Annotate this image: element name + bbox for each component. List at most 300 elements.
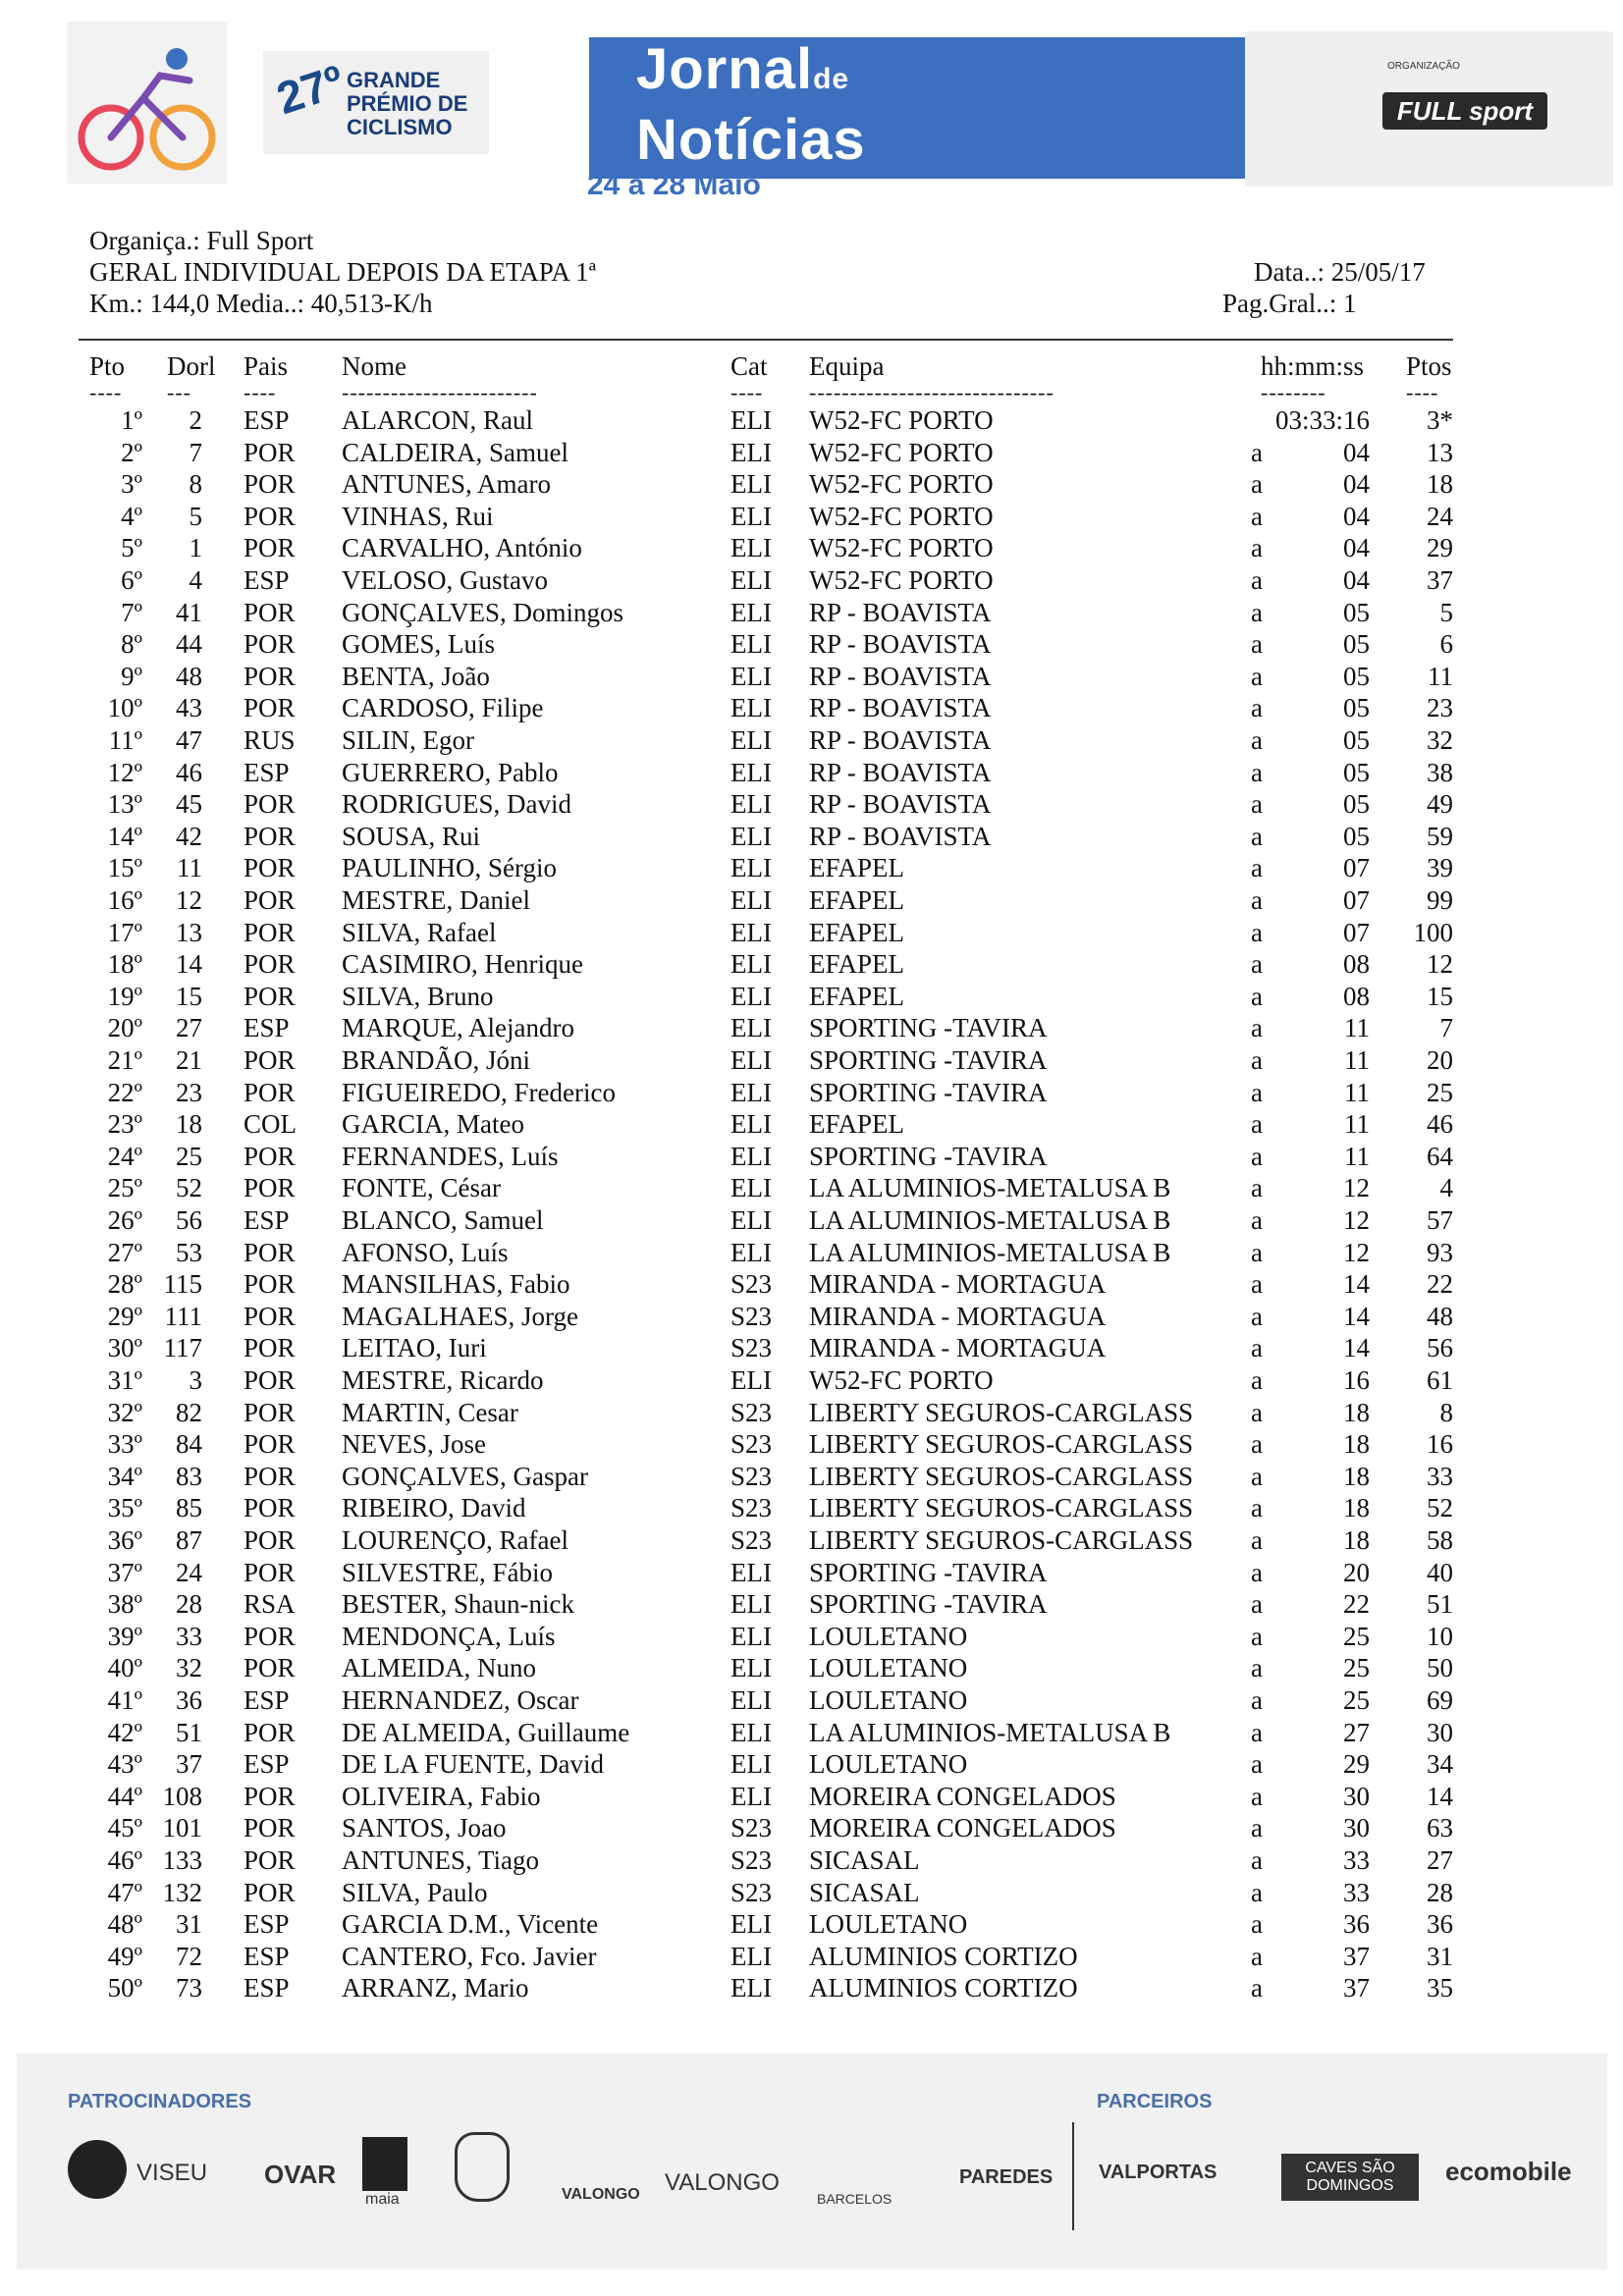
cell-ptos: 40 <box>1427 1557 1453 1587</box>
cell-pais: POR <box>243 789 296 820</box>
cell-nome: SILVA, Rafael <box>342 917 497 947</box>
cell-pais: POR <box>243 1429 296 1460</box>
header-underline: ---- <box>89 380 123 404</box>
cell-pais: POR <box>243 1653 296 1683</box>
cell-a: a <box>1251 1781 1263 1811</box>
sponsors-footer <box>17 2054 1607 2269</box>
cell-time: 11 <box>1344 1109 1370 1140</box>
cell-equipa: MOREIRA CONGELADOS <box>809 1813 1116 1843</box>
cell-pto: 7º <box>121 597 142 627</box>
cell-equipa: LOULETANO <box>809 1749 968 1780</box>
cell-dorl: 31 <box>176 1909 202 1940</box>
cell-a: a <box>1251 1045 1263 1075</box>
cell-dorl: 72 <box>176 1941 202 1971</box>
distance-speed-line: Km.: 144,0 Media..: 40,513-K/h <box>89 289 433 318</box>
table-row <box>0 1844 1623 1877</box>
table-row <box>0 948 1623 981</box>
cell-equipa: EFAPEL <box>809 949 905 980</box>
cell-a: a <box>1251 1845 1263 1875</box>
cell-pto: 37º <box>107 1557 142 1587</box>
cell-nome: BENTA, João <box>342 661 490 691</box>
cell-a: a <box>1251 661 1263 691</box>
cell-equipa: LA ALUMINIOS-METALUSA B <box>809 1205 1171 1235</box>
cell-a: a <box>1251 501 1263 531</box>
cell-cat: ELI <box>730 1909 772 1940</box>
table-row <box>0 917 1623 949</box>
cell-a: a <box>1251 1877 1263 1907</box>
cell-pto: 40º <box>107 1653 142 1683</box>
cell-equipa: LIBERTY SEGUROS-CARGLASS <box>809 1493 1194 1523</box>
cell-ptos: 33 <box>1427 1461 1453 1491</box>
sponsors-label: PATROCINADORES <box>68 2091 252 2112</box>
cell-ptos: 61 <box>1427 1365 1453 1395</box>
cell-pto: 27º <box>107 1237 142 1267</box>
cell-equipa: MOREIRA CONGELADOS <box>809 1781 1116 1811</box>
table-row <box>0 1397 1623 1429</box>
table-row <box>0 1141 1623 1173</box>
cell-equipa: RP - BOAVISTA <box>809 597 992 627</box>
cell-nome: GARCIA, Mateo <box>342 1109 524 1140</box>
table-row <box>0 1077 1623 1109</box>
table-row <box>0 757 1623 789</box>
event-dates: 24 a 28 Maio <box>587 169 761 201</box>
cell-a: a <box>1251 1397 1263 1427</box>
cell-time: 33 <box>1343 1877 1370 1907</box>
cell-dorl: 18 <box>176 1109 202 1140</box>
cell-pto: 49º <box>107 1941 142 1971</box>
cell-pto: 44º <box>107 1781 142 1811</box>
cell-ptos: 64 <box>1427 1141 1453 1171</box>
cell-cat: S23 <box>730 1461 773 1491</box>
cell-pto: 13º <box>107 789 142 820</box>
table-row <box>0 501 1623 533</box>
cell-pais: POR <box>243 1493 296 1523</box>
cell-dorl: 8 <box>189 469 202 500</box>
table-row <box>0 628 1623 661</box>
cell-nome: RODRIGUES, David <box>342 789 571 820</box>
cell-pto: 48º <box>107 1909 142 1940</box>
cell-time: 11 <box>1344 1013 1370 1043</box>
cell-time: 07 <box>1343 917 1370 947</box>
table-row <box>0 1972 1623 2004</box>
cell-pais: POR <box>243 1845 296 1875</box>
cell-pais: POR <box>243 1781 296 1811</box>
cell-ptos: 39 <box>1427 853 1453 883</box>
cell-nome: NEVES, Jose <box>342 1429 486 1460</box>
cell-pto: 32º <box>107 1397 142 1427</box>
table-row <box>0 1237 1623 1269</box>
cell-dorl: 44 <box>176 629 202 660</box>
cell-equipa: SPORTING -TAVIRA <box>809 1557 1048 1587</box>
cell-cat: ELI <box>730 1237 772 1267</box>
table-row <box>0 661 1623 693</box>
cell-nome: CALDEIRA, Samuel <box>342 437 568 467</box>
cell-pais: POR <box>243 821 296 851</box>
cell-cat: ELI <box>730 501 772 531</box>
cell-a: a <box>1251 629 1263 660</box>
cell-dorl: 87 <box>176 1525 202 1555</box>
cell-cat: ELI <box>730 597 772 627</box>
cell-pais: POR <box>243 1173 296 1203</box>
classification-title: GERAL INDIVIDUAL DEPOIS DA ETAPA 1ª <box>89 257 597 287</box>
gp-edition-number: 27º <box>270 54 351 125</box>
cell-cat: ELI <box>730 1685 772 1715</box>
cell-ptos: 69 <box>1427 1685 1453 1715</box>
cell-nome: SILIN, Egor <box>342 725 474 755</box>
col-header-dorl: Dorl <box>167 351 216 381</box>
cell-dorl: 117 <box>163 1333 202 1363</box>
newspaper-title-line: Jornal <box>636 37 814 101</box>
cell-dorl: 32 <box>176 1653 202 1683</box>
cell-cat: ELI <box>730 1717 772 1747</box>
cell-cat: ELI <box>730 725 772 755</box>
cell-time: 25 <box>1343 1621 1370 1651</box>
cell-pto: 11º <box>108 725 142 755</box>
header-underline: ------------------------------ <box>809 380 1055 404</box>
cell-time: 11 <box>1344 1077 1370 1107</box>
newspaper-title-line: Notícias <box>636 108 866 172</box>
cell-equipa: LIBERTY SEGUROS-CARGLASS <box>809 1429 1194 1460</box>
cell-cat: ELI <box>730 757 772 787</box>
cell-a: a <box>1251 1109 1263 1140</box>
cell-equipa: LOULETANO <box>809 1685 968 1715</box>
cell-time: 14 <box>1343 1333 1370 1363</box>
cell-ptos: 15 <box>1427 981 1453 1011</box>
cell-dorl: 33 <box>176 1621 202 1651</box>
cell-pto: 28º <box>107 1269 142 1300</box>
cell-nome: MENDONÇA, Luís <box>342 1621 556 1651</box>
cell-ptos: 8 <box>1439 1397 1453 1427</box>
cell-dorl: 51 <box>176 1717 202 1747</box>
cell-nome: ALMEIDA, Nuno <box>342 1653 536 1683</box>
cell-ptos: 10 <box>1427 1621 1453 1651</box>
col-header-cat: Cat <box>730 351 768 381</box>
cell-pto: 10º <box>107 693 142 723</box>
header-underline: -------- <box>1261 380 1326 404</box>
cell-cat: ELI <box>730 661 772 691</box>
cell-ptos: 18 <box>1427 469 1453 500</box>
cell-pais: POR <box>243 949 296 980</box>
sponsor-logo: VISEU <box>136 2160 208 2186</box>
cell-time: 16 <box>1343 1365 1370 1395</box>
cell-nome: FIGUEIREDO, Frederico <box>342 1077 616 1107</box>
cell-a: a <box>1251 757 1263 787</box>
cell-a: a <box>1251 1077 1263 1107</box>
cell-pais: POR <box>243 1077 296 1107</box>
col-header-equipa: Equipa <box>809 351 885 381</box>
cell-pais: POR <box>243 1301 296 1331</box>
cell-time: 05 <box>1343 757 1370 787</box>
header-underline: ---- <box>243 380 277 404</box>
cell-ptos: 52 <box>1427 1493 1453 1523</box>
cell-pais: POR <box>243 1461 296 1491</box>
table-row <box>0 1012 1623 1044</box>
cell-ptos: 57 <box>1427 1205 1453 1235</box>
cell-nome: BESTER, Shaun-nick <box>342 1589 574 1620</box>
cell-dorl: 133 <box>162 1845 202 1875</box>
cell-time: 05 <box>1343 725 1370 755</box>
cell-time: 04 <box>1343 565 1370 595</box>
cell-nome: ANTUNES, Amaro <box>342 469 551 500</box>
cell-nome: SANTOS, Joao <box>342 1813 507 1843</box>
cell-dorl: 101 <box>162 1813 202 1843</box>
cell-nome: AFONSO, Luís <box>342 1237 509 1267</box>
cell-time: 29 <box>1343 1749 1370 1780</box>
cell-nome: VINHAS, Rui <box>342 501 494 531</box>
cell-cat: S23 <box>730 1429 773 1460</box>
page-number: Pag.Gral..: 1 <box>1222 289 1357 318</box>
cell-pto: 5º <box>121 533 142 563</box>
cell-equipa: SPORTING -TAVIRA <box>809 1077 1048 1107</box>
cell-pais: ESP <box>243 1749 290 1780</box>
cell-pto: 30º <box>107 1333 142 1363</box>
cell-ptos: 6 <box>1439 629 1453 660</box>
cell-pto: 23º <box>107 1109 142 1140</box>
cell-ptos: 56 <box>1427 1333 1453 1363</box>
cell-pais: POR <box>243 693 296 723</box>
cell-equipa: LOULETANO <box>809 1621 968 1651</box>
cell-ptos: 99 <box>1427 885 1453 915</box>
cell-ptos: 12 <box>1427 949 1453 980</box>
table-row <box>0 821 1623 853</box>
cell-equipa: RP - BOAVISTA <box>809 693 992 723</box>
cell-pais: POR <box>243 1621 296 1651</box>
cell-cat: ELI <box>730 405 772 435</box>
cell-cat: ELI <box>730 1013 772 1043</box>
cell-dorl: 46 <box>176 757 202 787</box>
cell-pto: 2º <box>121 437 142 467</box>
viseu-crest-icon <box>68 2140 127 2199</box>
cell-pais: ESP <box>243 405 290 435</box>
cell-pais: POR <box>243 469 296 500</box>
cell-dorl: 7 <box>189 437 202 467</box>
cell-a: a <box>1251 1269 1263 1300</box>
cell-dorl: 47 <box>176 725 202 755</box>
table-row <box>0 1941 1623 1973</box>
cell-equipa: MIRANDA - MORTAGUA <box>809 1269 1107 1300</box>
cell-pais: POR <box>243 597 296 627</box>
cell-nome: MAGALHAES, Jorge <box>342 1301 578 1331</box>
cell-a: a <box>1251 917 1263 947</box>
gp-title-line: GRANDE <box>347 68 441 92</box>
cell-equipa: RP - BOAVISTA <box>809 757 992 787</box>
cell-a: a <box>1251 725 1263 755</box>
cell-a: a <box>1251 1653 1263 1683</box>
cell-equipa: LOULETANO <box>809 1653 968 1683</box>
cell-pais: POR <box>243 1141 296 1171</box>
cell-ptos: 32 <box>1427 725 1453 755</box>
cell-dorl: 52 <box>176 1173 202 1203</box>
cell-cat: ELI <box>730 1173 772 1203</box>
cell-nome: CASIMIRO, Henrique <box>342 949 583 980</box>
cell-nome: BRANDÃO, Jóni <box>342 1045 531 1075</box>
cell-pais: POR <box>243 1813 296 1843</box>
cell-time: 08 <box>1343 949 1370 980</box>
cell-time: 12 <box>1343 1237 1370 1267</box>
cell-ptos: 100 <box>1413 917 1453 947</box>
cell-dorl: 56 <box>176 1205 202 1235</box>
table-row <box>0 1492 1623 1524</box>
cell-time: 37 <box>1343 1941 1370 1971</box>
cell-pais: POR <box>243 629 296 660</box>
cell-cat: ELI <box>730 1973 772 2003</box>
cell-cat: S23 <box>730 1813 773 1843</box>
cell-cat: ELI <box>730 1109 772 1140</box>
cell-cat: ELI <box>730 469 772 500</box>
gp-title <box>347 69 467 139</box>
cell-a: a <box>1251 853 1263 883</box>
table-row <box>0 692 1623 724</box>
cell-ptos: 51 <box>1427 1589 1453 1620</box>
partner-logo: CAVES SÃO DOMINGOS <box>1281 2154 1419 2201</box>
cell-pto: 34º <box>107 1461 142 1491</box>
sponsor-logo: VALONGO <box>665 2169 780 2196</box>
cell-time: 12 <box>1343 1173 1370 1203</box>
cell-cat: ELI <box>730 1589 772 1620</box>
cell-time: 05 <box>1343 597 1370 627</box>
cell-pais: POR <box>243 1717 296 1747</box>
cell-nome: RIBEIRO, David <box>342 1493 526 1523</box>
cell-nome: CARVALHO, António <box>342 533 582 563</box>
cell-cat: ELI <box>730 565 772 595</box>
cell-time: 30 <box>1343 1781 1370 1811</box>
table-row <box>0 788 1623 821</box>
cell-equipa: W52-FC PORTO <box>809 533 994 563</box>
cell-pais: POR <box>243 917 296 947</box>
cell-equipa: SICASAL <box>809 1845 920 1875</box>
cell-pto: 39º <box>107 1621 142 1651</box>
cell-nome: MARQUE, Alejandro <box>342 1013 574 1043</box>
cell-pto: 38º <box>107 1589 142 1620</box>
header-underline: ---- <box>730 380 764 404</box>
organizer-box <box>1245 31 1613 187</box>
cell-nome: LOURENÇO, Rafael <box>342 1525 568 1555</box>
cell-a: a <box>1251 1365 1263 1395</box>
cell-pto: 43º <box>107 1749 142 1780</box>
cell-equipa: LA ALUMINIOS-METALUSA B <box>809 1173 1171 1203</box>
cell-nome: SILVA, Paulo <box>342 1877 488 1907</box>
cell-equipa: RP - BOAVISTA <box>809 789 992 820</box>
cell-pto: 18º <box>107 949 142 980</box>
cell-ptos: 28 <box>1427 1877 1453 1907</box>
cell-ptos: 49 <box>1427 789 1453 820</box>
col-header-nome: Nome <box>342 351 406 381</box>
cell-a: a <box>1251 1493 1263 1523</box>
table-row <box>0 404 1623 437</box>
cell-equipa: EFAPEL <box>809 853 905 883</box>
cell-nome: CANTERO, Fco. Javier <box>342 1941 597 1971</box>
cell-dorl: 132 <box>162 1877 202 1907</box>
cell-pais: ESP <box>243 1685 290 1715</box>
cell-a: a <box>1251 1237 1263 1267</box>
cell-time: 11 <box>1344 1045 1370 1075</box>
cell-dorl: 4 <box>189 565 202 595</box>
cell-nome: GONÇALVES, Gaspar <box>342 1461 588 1491</box>
table-row <box>0 1461 1623 1493</box>
cell-dorl: 14 <box>176 949 202 980</box>
cell-pais: ESP <box>243 1973 290 2003</box>
cell-pto: 24º <box>107 1141 142 1171</box>
cell-a: a <box>1251 1685 1263 1715</box>
cell-dorl: 84 <box>176 1429 202 1460</box>
cell-pto: 47º <box>107 1877 142 1907</box>
col-header-ptos: Ptos <box>1406 351 1452 381</box>
cell-pto: 21º <box>107 1045 142 1075</box>
cell-nome: BLANCO, Samuel <box>342 1205 544 1235</box>
cell-pto: 33º <box>107 1429 142 1460</box>
table-row <box>0 564 1623 597</box>
table-row <box>0 1621 1623 1653</box>
cell-nome: ANTUNES, Tiago <box>342 1845 540 1875</box>
table-row <box>0 1364 1623 1397</box>
cell-nome: GOMES, Luís <box>342 629 496 660</box>
cell-nome: GONÇALVES, Domingos <box>342 597 624 627</box>
cell-nome: FONTE, César <box>342 1173 501 1203</box>
cell-cat: S23 <box>730 1877 773 1907</box>
cell-cat: ELI <box>730 917 772 947</box>
cell-dorl: 45 <box>176 789 202 820</box>
newspaper-banner <box>589 37 1245 179</box>
cell-time: 14 <box>1343 1301 1370 1331</box>
cell-time: 14 <box>1343 1269 1370 1300</box>
cell-a: a <box>1251 1525 1263 1555</box>
cell-ptos: 22 <box>1427 1269 1453 1300</box>
cell-time: 22 <box>1343 1589 1370 1620</box>
cell-pais: RSA <box>243 1589 296 1620</box>
header-divider <box>79 339 1453 341</box>
cell-dorl: 36 <box>176 1685 202 1715</box>
cell-pais: POR <box>243 501 296 531</box>
organizer-label: ORGANIZAÇÃO <box>1387 61 1460 72</box>
cell-pto: 3º <box>121 469 142 500</box>
cell-pto: 42º <box>107 1717 142 1747</box>
cell-pais: COL <box>243 1109 297 1140</box>
cell-pto: 8º <box>121 629 142 660</box>
cell-ptos: 93 <box>1427 1237 1453 1267</box>
cell-pto: 4º <box>121 501 142 531</box>
cell-cat: ELI <box>730 1205 772 1235</box>
cell-cat: S23 <box>730 1269 773 1300</box>
cell-a: a <box>1251 1589 1263 1620</box>
cell-time: 07 <box>1343 853 1370 883</box>
cell-equipa: EFAPEL <box>809 917 905 947</box>
cell-ptos: 58 <box>1427 1525 1453 1555</box>
cell-cat: ELI <box>730 629 772 660</box>
cell-dorl: 13 <box>176 917 202 947</box>
cell-ptos: 31 <box>1427 1941 1453 1971</box>
cell-cat: ELI <box>730 437 772 467</box>
cell-ptos: 36 <box>1427 1909 1453 1940</box>
table-row <box>0 1812 1623 1844</box>
cell-dorl: 43 <box>176 693 202 723</box>
cell-a: a <box>1251 885 1263 915</box>
cell-pto: 6º <box>121 565 142 595</box>
cell-nome: SOUSA, Rui <box>342 821 481 851</box>
table-row <box>0 1204 1623 1237</box>
newspaper-title <box>636 39 866 171</box>
fullsport-logo: FULL sport <box>1382 92 1547 130</box>
cell-pais: POR <box>243 1269 296 1300</box>
cell-dorl: 24 <box>176 1557 202 1587</box>
table-row <box>0 437 1623 469</box>
cell-ptos: 29 <box>1427 533 1453 563</box>
cell-pais: RUS <box>243 725 296 755</box>
cell-dorl: 53 <box>176 1237 202 1267</box>
table-row <box>0 1172 1623 1204</box>
cell-pto: 17º <box>107 917 142 947</box>
cell-equipa: RP - BOAVISTA <box>809 821 992 851</box>
cell-cat: S23 <box>730 1845 773 1875</box>
